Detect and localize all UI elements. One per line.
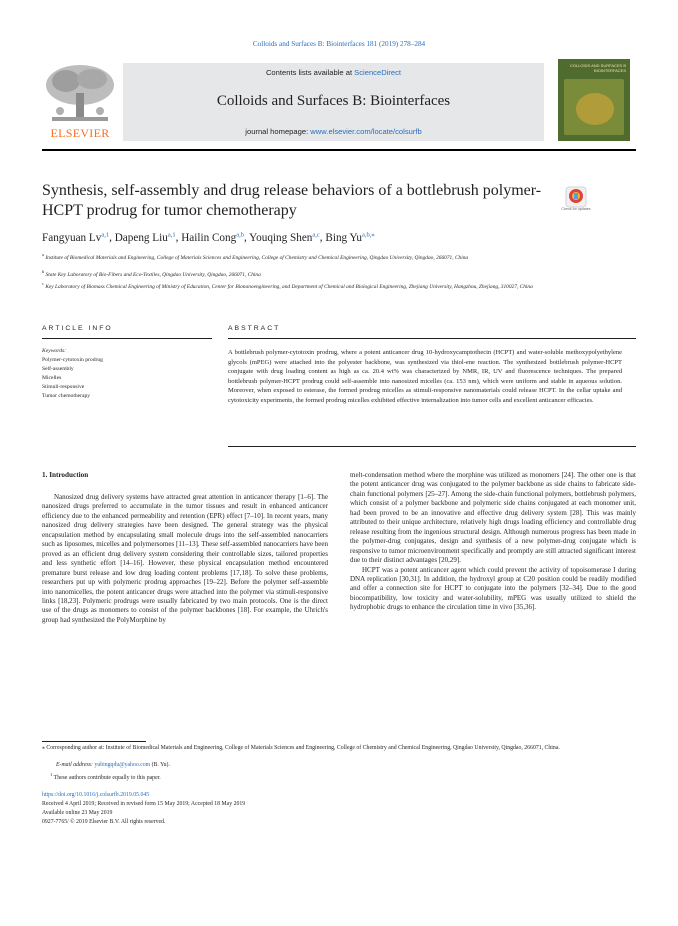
keyword: Stimuli-responsive	[42, 384, 85, 390]
article-info-rule	[42, 338, 212, 339]
affiliation: $^c$ Key Laboratory of Biomass Chemical Engineering of Ministry of Education, Center for Bionanoengineering, and Department of Chemical and Biological Engineering, Zhejiang University, Hangzhou, Zhejiang, 310027, China	[42, 281, 533, 290]
abstract-bottom-rule	[228, 446, 636, 447]
author-list: Fangyuan Lv$^{a,1}$, Dapeng Liu$^{a,1}$, Hailin Cong$^{a,b}$, Youqing Shen$^{a,c}$, Bing $Yu^{a,b,⁎}$	[42, 231, 375, 244]
article-title: Synthesis, self-assembly and drug release behaviors of a bottlebrush polymer-HCPT prodrug for tumor chemotherapy	[42, 182, 542, 219]
footnote-rule	[42, 741, 146, 742]
contents-prefix: Contents lists available at	[265, 68, 355, 77]
journal-title: Colloids and Surfaces B: Biointerfaces	[216, 93, 451, 109]
abstract-text: A bottlebrush polymer-cytotoxin prodrug, where a potent anticancer drug 10-hydroxycamptothecin (HCPT) and water-soluble methoxypolyethylene glycols (mPEG) were attached into the polyester backbone, was synthesized via thiol-ene reaction. The synthesized bottlebrush polymer-HCPT conjugate with drug loading content as high as ca. 20.4 wt% was characterized by NMR, IR, UV and fluorescence techniques. The prepared bottlebrush polymer-HCPT prodrug could self-assemble into nanosized micelles (ca. 153 nm), which were uniform and stable in aqueous solution. Moreover, when exposed to esterase, the formed prodrug micelles as stimuli-responsive nanomaterials could release HCPT. In the cellar uptake and cytotoxicity experiments, the formed prodrug micelles exhibited effective internalization into tumor cells and excellent anticancer efficacies.	[228, 349, 622, 404]
keywords-label: Keywords:	[42, 348, 67, 354]
email-link[interactable]: yubingqdu@yahoo.com	[94, 762, 151, 768]
section-heading: 1. Introduction	[42, 471, 89, 479]
available-online: Available online 23 May 2019	[42, 810, 113, 816]
cover-journal-name: COLLOIDS AND SURFACES B BIOINTERFACES	[569, 63, 626, 73]
contents-line	[123, 68, 544, 77]
author[interactable]: Fangyuan Lv$^{a,1}$	[42, 231, 110, 244]
journal-citation[interactable]: Colloids and Surfaces B: Biointerfaces 181 (2019) 278–284	[252, 40, 426, 48]
equal-contribution-note: $^1$ These authors contribute equally to this paper.	[50, 772, 161, 781]
email-line	[42, 762, 636, 770]
corresponding-author-note: ⁎ Corresponding author at: Institute of Biomedical Materials and Engineering, College of Materials Sciences and Engineering, College of Chemistry and Chemical Engineering, Qingdao University, Qingdao, 266071, China.	[42, 745, 560, 751]
check-updates-label: Check for updates	[561, 207, 591, 211]
keyword: Tumor chemotherapy	[42, 393, 91, 399]
intro-left-column	[42, 493, 328, 625]
received-dates: Received 4 April 2019; Received in revised form 15 May 2019; Accepted 18 May 2019	[42, 801, 246, 807]
author[interactable]: Youqing Shen$^{a,c}$	[249, 231, 320, 244]
intro-paragraph: melt-condensation method where the morphine was utilized as monomers [24]. The other one is that the potent anticancer drug was conjugated to the polymer backbone as side chains to fabricate side-chain functional polymers [25–27]. Among the side-chain functional polymers, bottlebrush polymers, which consist of a polymer backbone and polymeric side chains conjugated at each monomer unit, had been proved to be an innovative and effective drug delivery system [28]. This was mainly attributed to their unique architecture, relatively high drugs loading efficiency and controllable drug release resulting from the ingenious structural design. Although numerous progress has been made in the polymer-drug conjugates, design and synthesis of a new polymer-drug conjugate which is responsive to tumor microenvironment specifically and promptly are still attracted significant interest due to their distinct advantages [20,29].	[350, 471, 636, 565]
abstract-rule	[228, 338, 636, 339]
keyword: Self-assembly	[42, 366, 74, 372]
affiliation: $^b$ State Key Laboratory of Bio-Fibers and Eco-Textiles, Qingdao University, Qingdao, 266071, China	[42, 269, 261, 278]
check-updates-icon	[561, 186, 591, 208]
intro-right-column	[350, 471, 636, 613]
doi-link[interactable]: https://doi.org/10.1016/j.colsurfb.2019.05.045	[42, 792, 150, 798]
homepage-link[interactable]: www.elsevier.com/locate/colsurfb	[310, 127, 422, 136]
check-for-updates-badge[interactable]	[561, 186, 591, 216]
homepage-prefix: journal homepage:	[245, 127, 311, 136]
email-suffix: (B. Yu).	[150, 762, 170, 768]
journal-homepage	[123, 127, 544, 136]
intro-paragraph: Nanosized drug delivery systems have attracted great attention in anticancer therapy [1–6]. The nanosized drugs preferred to accumulate in the tumor tissues and result in enhanced anticancer efficiency due to the enhanced permeability and retention (EPR) effect [7–10]. In recent years, many nanosized drug delivery strategies have been designed. The general strategy was the physical encapsulation method by encapsulating small molecule drugs into the self-assembled nanocarriers such as liposomes, micelles and polymersomes [11–13]. These self-assembled nanocarriers have been proved as an efficient drug delivery system considering their controllable sizes, tailored properties and less synthetic effort [14–16]. However, these physical encapsulation method encountered premature burst release and low drug loading content problems [17,18]. To solve these problems, researchers put up with polymeric prodrug approaches [19–22]. Before the polymer self-assemble into nanomicelles, the potent anticancer drugs were attached into the polymer via stimuli-responsive links [18,23]. Polymeric prodrugs were usually fabricated by two main protocols. One is the direct use of the drugs as monomers to consist of the polymer backbones [18]. For example, the Uhrich's group had synthesized the PolyMorphine by	[42, 493, 328, 624]
email-label: E-mail address:	[56, 762, 95, 768]
journal-cover-image[interactable]	[558, 59, 630, 141]
journal-banner	[123, 63, 544, 141]
cover-artwork-detail	[576, 93, 614, 125]
intro-paragraph: HCPT was a potent anticancer agent which could prevent the activity of topoisomerase I during DNA replication [30,31]. In addition, the hydroxyl group at C20 position could be readily modified and offer a connection site for HCPT to conjugate into the polymers [32–34]. Due to the good biocompatibility, low toxicity and water-solubility, mPEG was usually utilized to shield the hydrophobic drugs to enhance the circulation time in vivo [35,36].	[350, 565, 636, 612]
copyright-line: 0927-7765/ © 2019 Elsevier B.V. All rights reserved.	[42, 819, 166, 825]
author[interactable]: Dapeng Liu$^{a,1}$	[114, 231, 176, 244]
header-rule	[42, 149, 636, 151]
affiliation: $^a$ Institute of Biomedical Materials and Engineering, College of Materials Sciences and Engineering, College of Chemistry and Chemical Engineering, Qingdao University, Qingdao, 266071, China	[42, 252, 469, 261]
keyword: Polymer-cytotoxin prodrug	[42, 357, 103, 363]
author[interactable]: Bing $Yu^{a,b,⁎}$	[325, 231, 375, 244]
publisher-name: ELSEVIER	[50, 126, 110, 140]
author[interactable]: Hailin Cong$^{a,b}$	[181, 231, 244, 244]
keyword: Micelles	[42, 375, 62, 381]
article-info-heading: ARTICLE INFO	[42, 325, 113, 332]
sciencedirect-link[interactable]: ScienceDirect	[354, 68, 402, 77]
abstract-heading: ABSTRACT	[228, 325, 281, 332]
